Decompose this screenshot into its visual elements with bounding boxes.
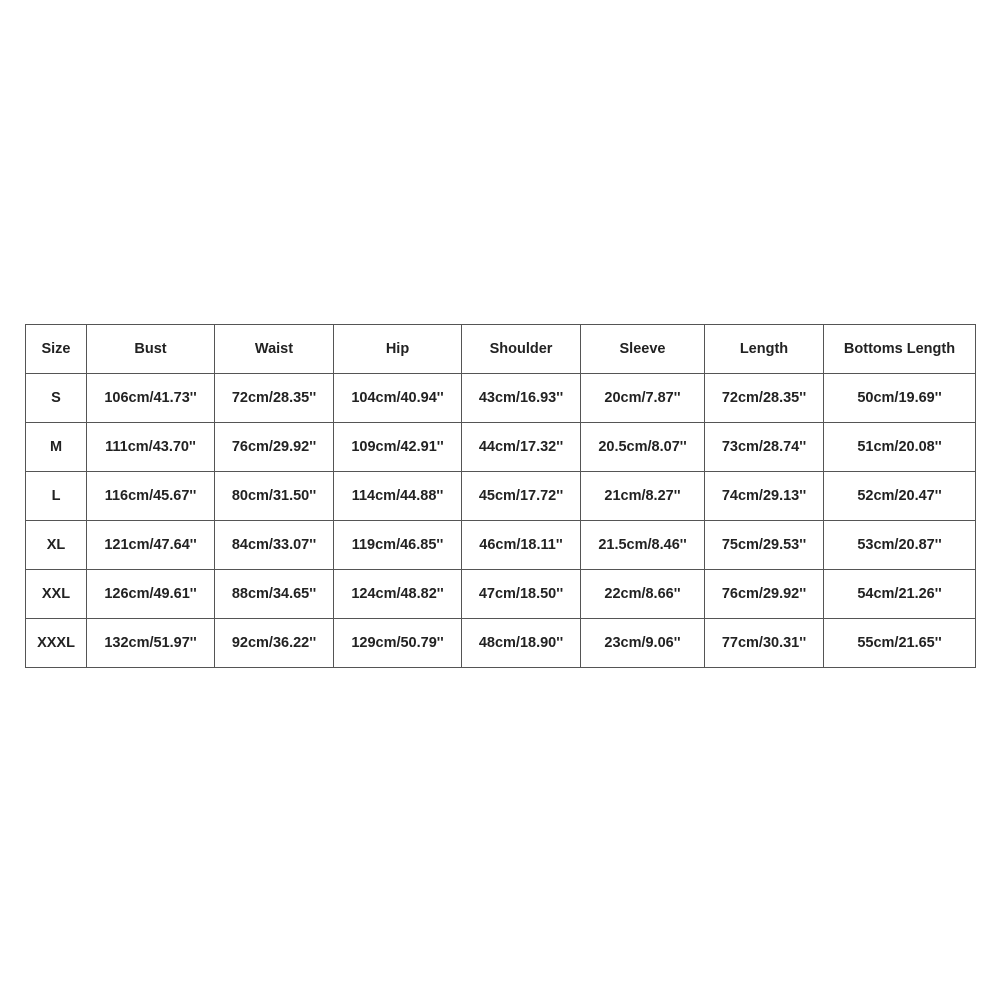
shoulder-cell: 45cm/17.72''	[462, 472, 581, 521]
waist-cell: 92cm/36.22''	[215, 619, 334, 668]
size-cell: XL	[26, 521, 87, 570]
header-row	[26, 325, 976, 374]
header-length: Length	[705, 325, 824, 374]
table-row	[26, 619, 976, 668]
waist-cell: 84cm/33.07''	[215, 521, 334, 570]
hip-cell: 129cm/50.79''	[334, 619, 462, 668]
header-shoulder: Shoulder	[462, 325, 581, 374]
bust-cell: 111cm/43.70''	[87, 423, 215, 472]
sleeve-cell: 22cm/8.66''	[581, 570, 705, 619]
shoulder-cell: 46cm/18.11''	[462, 521, 581, 570]
hip-cell: 119cm/46.85''	[334, 521, 462, 570]
hip-cell: 109cm/42.91''	[334, 423, 462, 472]
sleeve-cell: 20cm/7.87''	[581, 374, 705, 423]
bust-cell: 132cm/51.97''	[87, 619, 215, 668]
bust-cell: 126cm/49.61''	[87, 570, 215, 619]
hip-cell: 124cm/48.82''	[334, 570, 462, 619]
table-row	[26, 472, 976, 521]
size-cell: XXXL	[26, 619, 87, 668]
bust-cell: 106cm/41.73''	[87, 374, 215, 423]
waist-cell: 76cm/29.92''	[215, 423, 334, 472]
size-cell: L	[26, 472, 87, 521]
hip-cell: 114cm/44.88''	[334, 472, 462, 521]
bottoms-length-cell: 53cm/20.87''	[824, 521, 976, 570]
length-cell: 76cm/29.92''	[705, 570, 824, 619]
table-row	[26, 521, 976, 570]
bottoms-length-cell: 52cm/20.47''	[824, 472, 976, 521]
bottoms-length-cell: 50cm/19.69''	[824, 374, 976, 423]
bust-cell: 121cm/47.64''	[87, 521, 215, 570]
header-size: Size	[26, 325, 87, 374]
table-row	[26, 374, 976, 423]
bottoms-length-cell: 51cm/20.08''	[824, 423, 976, 472]
waist-cell: 88cm/34.65''	[215, 570, 334, 619]
length-cell: 74cm/29.13''	[705, 472, 824, 521]
sleeve-cell: 21.5cm/8.46''	[581, 521, 705, 570]
shoulder-cell: 48cm/18.90''	[462, 619, 581, 668]
length-cell: 77cm/30.31''	[705, 619, 824, 668]
sleeve-cell: 20.5cm/8.07''	[581, 423, 705, 472]
length-cell: 72cm/28.35''	[705, 374, 824, 423]
header-bust: Bust	[87, 325, 215, 374]
size-cell: M	[26, 423, 87, 472]
size-cell: S	[26, 374, 87, 423]
size-chart-table	[25, 324, 976, 668]
hip-cell: 104cm/40.94''	[334, 374, 462, 423]
bust-cell: 116cm/45.67''	[87, 472, 215, 521]
header-waist: Waist	[215, 325, 334, 374]
waist-cell: 80cm/31.50''	[215, 472, 334, 521]
header-hip: Hip	[334, 325, 462, 374]
header-sleeve: Sleeve	[581, 325, 705, 374]
shoulder-cell: 43cm/16.93''	[462, 374, 581, 423]
sleeve-cell: 23cm/9.06''	[581, 619, 705, 668]
shoulder-cell: 44cm/17.32''	[462, 423, 581, 472]
waist-cell: 72cm/28.35''	[215, 374, 334, 423]
length-cell: 73cm/28.74''	[705, 423, 824, 472]
table-row	[26, 570, 976, 619]
header-bottoms-length: Bottoms Length	[824, 325, 976, 374]
bottoms-length-cell: 54cm/21.26''	[824, 570, 976, 619]
shoulder-cell: 47cm/18.50''	[462, 570, 581, 619]
bottoms-length-cell: 55cm/21.65''	[824, 619, 976, 668]
length-cell: 75cm/29.53''	[705, 521, 824, 570]
sleeve-cell: 21cm/8.27''	[581, 472, 705, 521]
table-row	[26, 423, 976, 472]
size-cell: XXL	[26, 570, 87, 619]
